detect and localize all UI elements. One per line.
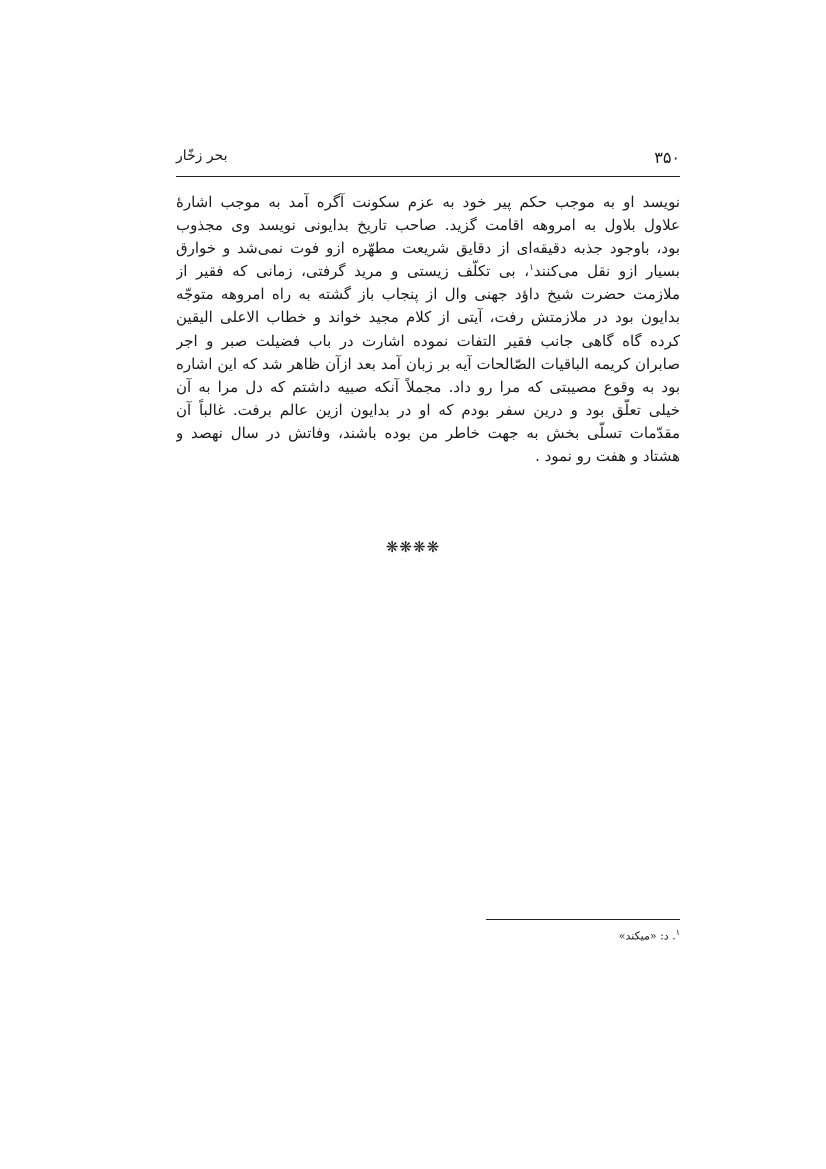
footnote-number: ۱ <box>675 928 680 937</box>
footnote <box>619 928 680 943</box>
text-line: علاول بلاول به امروهه اقامت گزید. صاحب تاریخ بدایونی نویسد وی مجذوب <box>176 216 680 235</box>
text-line-last: هشتاد و هفت رو نمود . <box>535 447 680 466</box>
footnote-text: . د: «میکند» <box>618 929 676 943</box>
text-line-with-footnote <box>176 260 680 283</box>
text-line: بود به وقوع مصیبتی که مرا رو داد. مجملاً آنکه صبیه داشتم که دل مرا به آن <box>176 377 680 396</box>
footnote-marker[interactable]: ۱ <box>529 263 534 274</box>
page-number: ۳۵۰ <box>654 148 680 167</box>
text-line: بود، باوجود جذبه دقیقه‌ای از دقایق شریعت مطهّره ازو فوت نمی‌شد و خوارق <box>176 239 680 258</box>
line-remainder: بی تکلّف زیستی و مرید گرفتی، زمانی که فقیر از <box>176 262 516 281</box>
text-line: ملازمت حضرت شیخ داؤد جهنی وال از پنجاب باز گشته به راه امروهه متوجّه <box>176 285 680 304</box>
text-line: صابران کریمه الباقیات الصّالحات آیه بر زبان آمد بعد ازآن ظاهر شد که این اشاره <box>176 354 680 373</box>
running-title: بحر زخّار <box>176 148 228 164</box>
text-line: بدایون بود در ملازمتش رفت، آیتی از کلام مجید خواند و خطاب الاعلی الیقین <box>176 308 680 327</box>
line-punctuation: ، <box>524 262 530 281</box>
text-line: کرده گاه گاهی جانب فقیر التفات نموده اشارت در باب فضیلت صبر و اجر <box>176 331 680 350</box>
text-line: مقدّمات تسلّی بخش به جهت خاطر من بوده باشند، وفاتش در سال نهصد و <box>176 423 680 442</box>
footnote-divider <box>486 919 680 920</box>
text-line: خیلی تعلّق بود و درین سفر بودم که او در بدایون ازین عالم برفت. غالباً آن <box>176 400 680 419</box>
page-header <box>176 146 680 177</box>
body-paragraph <box>176 191 680 468</box>
line-prefix: بسیار ازو نقل می‌کنند <box>533 262 680 281</box>
section-ornament: ❋❋❋❋ <box>385 538 441 556</box>
text-line: نویسد او به موجب حکم پیر خود به عزم سکونت آگره آمد به موجب اشارهٔ <box>176 193 680 211</box>
